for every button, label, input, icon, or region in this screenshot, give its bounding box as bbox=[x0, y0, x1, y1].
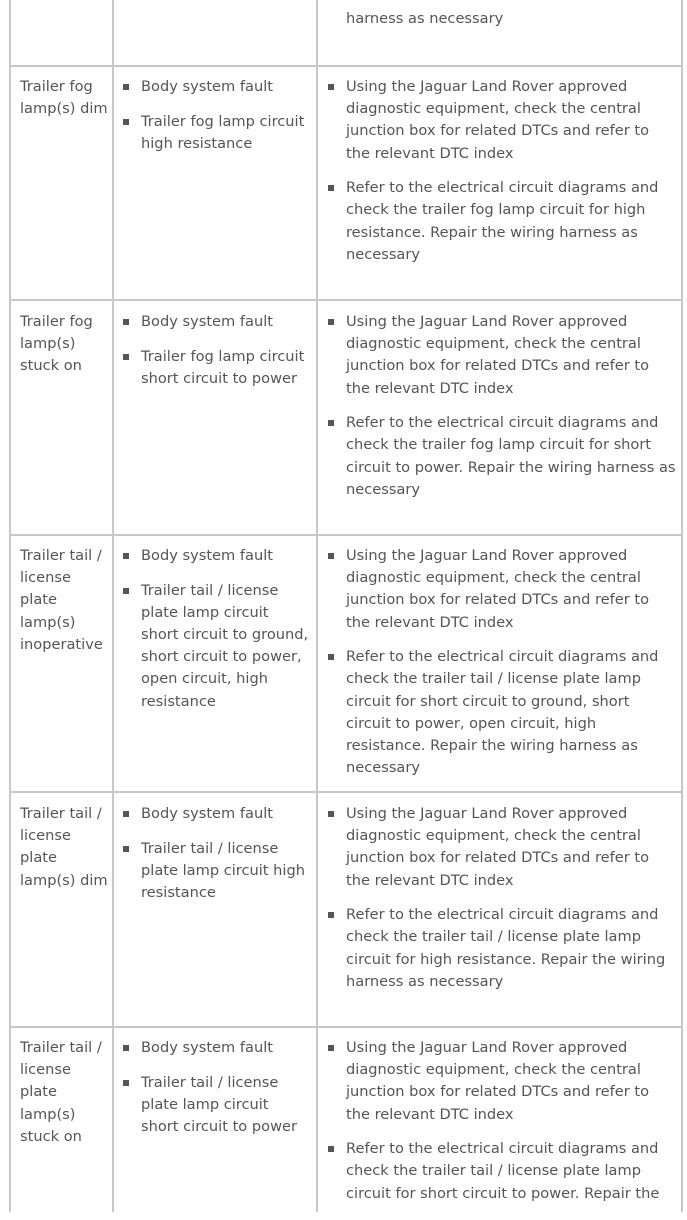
action-item: Refer to the electrical circuit diagrams and check the trailer tail / license plate lamp circuit for high resistance. Repair the wiring harness as necessary bbox=[327, 904, 677, 993]
actions-list bbox=[327, 311, 677, 501]
cause-item: Trailer tail / license plate lamp circuit short circuit to power bbox=[122, 1072, 310, 1139]
table-border-left bbox=[9, 0, 11, 1212]
action-item: Using the Jaguar Land Rover approved diagnostic equipment, check the central junction box for related DTCs and refer to the relevant DTC index bbox=[327, 545, 677, 634]
actions-cell bbox=[327, 1037, 677, 1217]
cause-item: Body system fault bbox=[122, 803, 310, 825]
action-item: Using the Jaguar Land Rover approved diagnostic equipment, check the central junction box for related DTCs and refer to the relevant DTC index bbox=[327, 1037, 677, 1126]
cause-item: Trailer fog lamp circuit high resistance bbox=[122, 111, 310, 155]
cause-item: Body system fault bbox=[122, 311, 310, 333]
causes-cell bbox=[122, 1037, 310, 1151]
symptom-cell: Trailer tail / license plate lamp(s) stuck on bbox=[20, 1039, 102, 1145]
action-item: Refer to the electrical circuit diagrams and check the trailer tail / license plate lamp circuit for short circuit to ground, short circuit to power, open circuit, high resistance. Repair the wiring harness as necessary bbox=[327, 646, 677, 779]
symptom-cell: Trailer tail / license plate lamp(s) dim bbox=[20, 805, 108, 889]
actions-list bbox=[327, 545, 677, 779]
symptom-cell: Trailer fog lamp(s) stuck on bbox=[20, 313, 93, 375]
action-item: Using the Jaguar Land Rover approved diagnostic equipment, check the central junction box for related DTCs and refer to the relevant DTC index bbox=[327, 803, 677, 892]
causes-cell bbox=[122, 76, 310, 167]
actions-list bbox=[327, 1037, 677, 1205]
causes-cell bbox=[122, 545, 310, 725]
actions-cell bbox=[327, 803, 677, 1005]
cause-item: Trailer tail / license plate lamp circuit short circuit to ground, short circuit to power, open circuit, high resistance bbox=[122, 580, 310, 713]
causes-cell bbox=[122, 311, 310, 402]
row-divider bbox=[9, 1026, 683, 1028]
symptom-cell: Trailer tail / license plate lamp(s) inoperative bbox=[20, 547, 103, 653]
action-item: Refer to the electrical circuit diagrams and check the trailer fog lamp circuit for short circuit to power. Repair the wiring harness as necessary bbox=[327, 412, 677, 501]
actions-list bbox=[327, 803, 677, 993]
actions-list bbox=[327, 76, 677, 266]
column-divider bbox=[112, 0, 114, 1212]
causes-cell bbox=[122, 803, 310, 917]
action-item: Using the Jaguar Land Rover approved diagnostic equipment, check the central junction box for related DTCs and refer to the relevant DTC index bbox=[327, 76, 677, 165]
action-item: Refer to the electrical circuit diagrams and check the trailer fog lamp circuit for high resistance. Repair the wiring harness as necessary bbox=[327, 177, 677, 266]
row-divider bbox=[9, 299, 683, 301]
causes-list bbox=[122, 1037, 310, 1138]
action-item: Refer to the electrical circuit diagrams and check the trailer tail / license plate lamp circuit for short circuit to power. Repair the bbox=[327, 1138, 677, 1205]
cause-item: Body system fault bbox=[122, 76, 310, 98]
actions-cell bbox=[327, 76, 677, 278]
causes-list bbox=[122, 311, 310, 390]
row-divider bbox=[9, 534, 683, 536]
actions-cell bbox=[327, 311, 677, 513]
symptom-cell: Trailer fog lamp(s) dim bbox=[20, 78, 108, 118]
causes-list bbox=[122, 545, 310, 713]
causes-list bbox=[122, 803, 310, 904]
cause-item: Trailer tail / license plate lamp circuit high resistance bbox=[122, 838, 310, 905]
cause-item: Body system fault bbox=[122, 545, 310, 567]
column-divider bbox=[316, 0, 318, 1212]
table-border-right bbox=[681, 0, 683, 1212]
actions-cell bbox=[327, 545, 677, 792]
action-item: Using the Jaguar Land Rover approved diagnostic equipment, check the central junction box for related DTCs and refer to the relevant DTC index bbox=[327, 311, 677, 400]
row-divider bbox=[9, 65, 683, 67]
cause-item: Trailer fog lamp circuit short circuit to power bbox=[122, 346, 310, 390]
causes-list bbox=[122, 76, 310, 155]
cause-item: Body system fault bbox=[122, 1037, 310, 1059]
action-continuation: harness as necessary bbox=[346, 10, 504, 27]
